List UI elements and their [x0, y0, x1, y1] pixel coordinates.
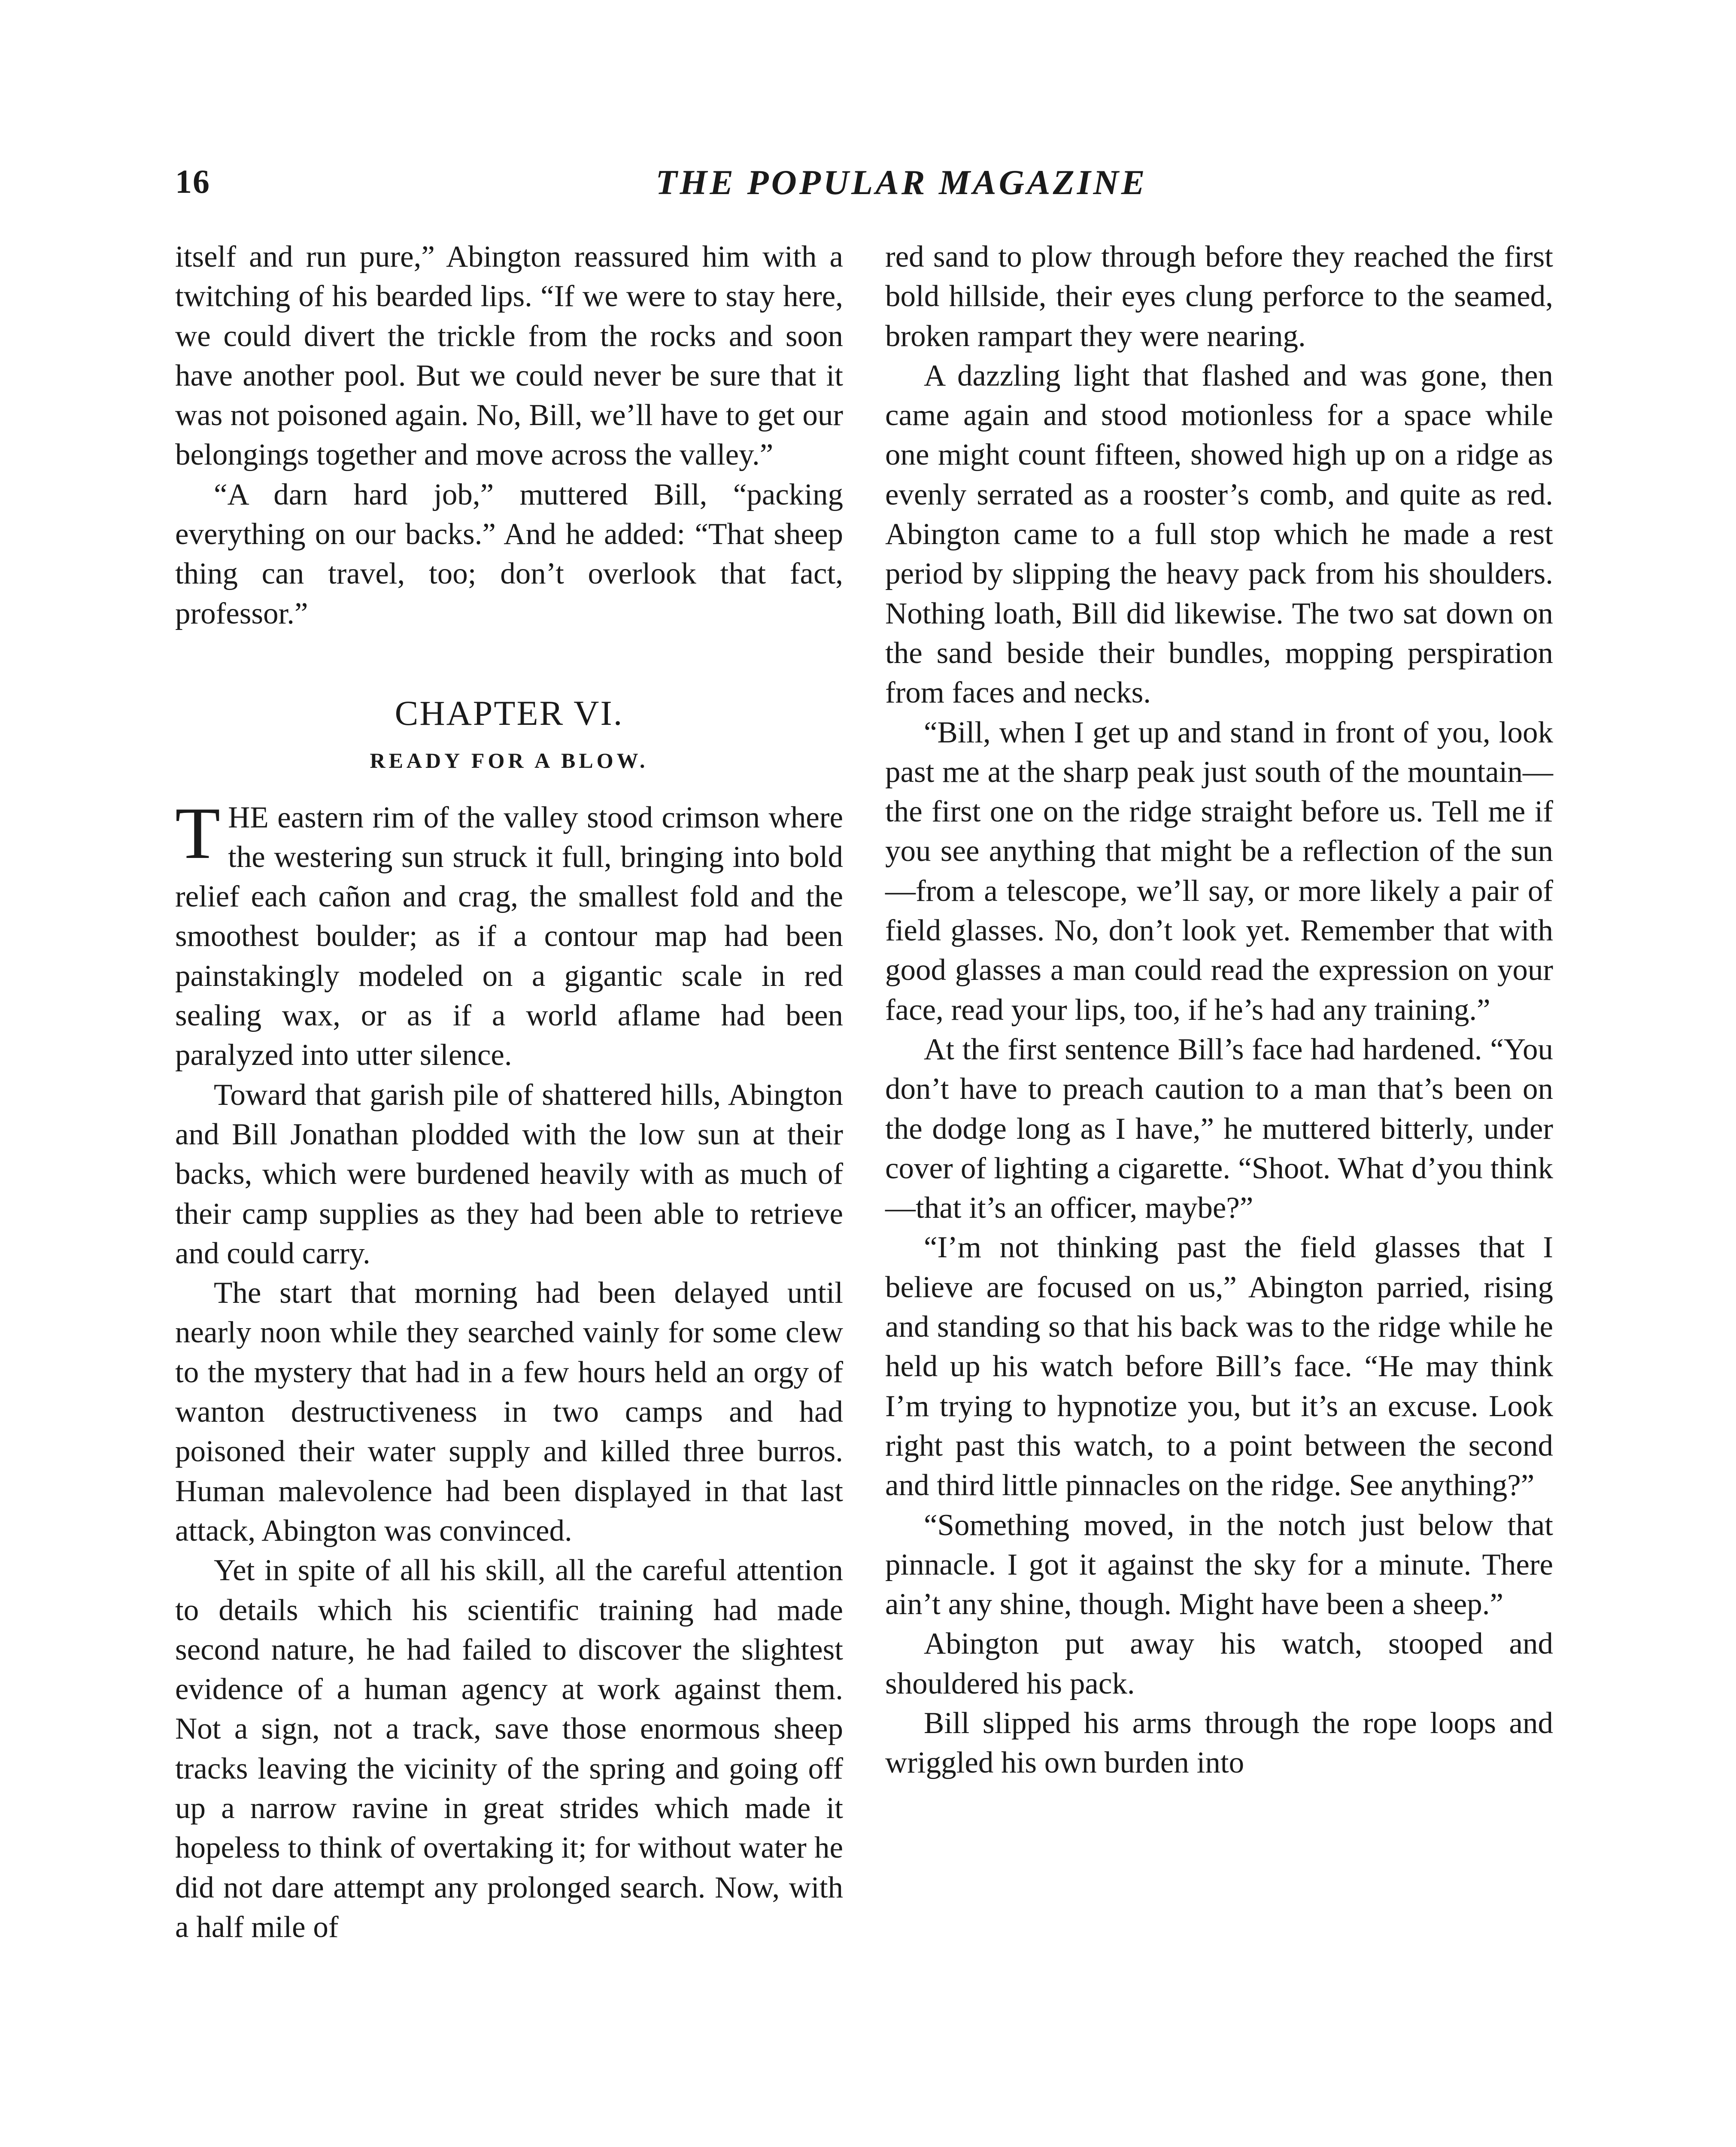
paragraph: A dazzling light that flashed and was gone, then came again and stood motionless for a space while one might count fifteen, showed high up on a ridge as evenly serrated as a rooster’s comb, and quite as red. Abington came to a full stop which he made a rest period by slipping the heavy pack from his shoulders. Nothing loath, Bill did likewise. The two sat down on the sand beside their bundles, mopping perspiration from faces and necks. — [885, 359, 1553, 710]
chapter-opening-paragraph — [175, 792, 843, 1075]
page-header — [0, 162, 1736, 222]
paragraph: “Bill, when I get up and stand in front of you, look past me at the sharp peak just south of the mountain—the first one on the ridge straight before us. Tell me if you see anything that might be a reflection of the sun—from a telescope, we’ll say, or more likely a pair of field glasses. No, don’t look yet. Remember that with good glasses a man could read the expression on your face, read your lips, too, if he’s had any training.” — [885, 715, 1553, 1027]
paragraph: red sand to plow through before they reached the first bold hillside, their eyes clung perforce to the seamed, broken rampart they were nearing. — [885, 240, 1553, 353]
right-column — [885, 237, 1553, 1783]
paragraph: Abington put away his watch, stooped and shouldered his pack. — [885, 1627, 1553, 1700]
paragraph: “Something moved, in the notch just below that pinnacle. I got it against the sky for a minute. There ain’t any shine, though. Might have been a sheep.” — [885, 1508, 1553, 1621]
drop-cap: T — [175, 792, 221, 874]
opening-paragraph-text: HE eastern rim of the valley stood crimson where the westering sun struck it full, bringing into bold relief each cañon and crag, the smallest fold and the smoothest boulder; as if a contour map had been painstakingly modeled on a gigantic scale in red sealing wax, or as if a world aflame had been paralyzed into utter silence. — [175, 800, 843, 1072]
paragraph: At the first sentence Bill’s face had hardened. “You don’t have to preach caution to a man that’s been on the dodge long as I have,” he muttered bitterly, under cover of lighting a cigarette. “Shoot. What d’you think—that it’s an officer, maybe?” — [885, 1032, 1553, 1225]
paragraph: Toward that garish pile of shattered hills, Abington and Bill Jonathan plodded with the low sun at their backs, which were burdened heavily with as much of their camp supplies as they had been able to retrieve and could carry. — [175, 1078, 843, 1270]
running-title: THE POPULAR MAGAZINE — [656, 163, 1147, 202]
paragraph: “A darn hard job,” muttered Bill, “packing everything on our backs.” And he added: “That sheep thing can travel, too; don’t overlook that fact, professor.” — [175, 477, 843, 630]
paragraph: itself and run pure,” Abington reassured him with a twitching of his bearded lips. “If we were to stay here, we could divert the trickle from the rocks and soon have another pool. But we could never be sure that it was not poisoned again. No, Bill, we’ll have to get our belongings together and move across the valley.” — [175, 240, 843, 472]
chapter-subtitle: READY FOR A BLOW. — [370, 748, 649, 773]
paragraph: Yet in spite of all his skill, all the careful attention to details which his scientific training had made second nature, he had failed to discover the slightest evidence of a human agency at work against them. Not a sign, not a track, save those enormous sheep tracks leaving the vicinity of the spring and going off up a narrow ravine in great strides which made it hopeless to think of overtaking it; for without water he did not dare attempt any prolonged search. Now, with a half mile of — [175, 1554, 843, 1944]
paragraph: Bill slipped his arms through the rope loops and wriggled his own burden into — [885, 1706, 1553, 1780]
page-number: 16 — [175, 163, 210, 200]
paragraph: “I’m not thinking past the field glasses that I believe are focused on us,” Abington parried, rising and standing so that his back was to the ridge while he held up his watch before Bill’s face. “He may think I’m trying to hypnotize you, but it’s an excuse. Look right past this watch, to a point between the second and third little pinnacles on the ridge. See anything?” — [885, 1231, 1553, 1502]
chapter-title: CHAPTER VI. — [395, 693, 624, 733]
paragraph: The start that morning had been delayed until nearly noon while they searched vainly for some clew to the mystery that had in a few hours held an orgy of wanton destructiveness in two camps and had poisoned their water supply and killed three burros. Human malevolence had been displayed in that last attack, Abington was convinced. — [175, 1276, 843, 1548]
left-column — [175, 237, 843, 1947]
